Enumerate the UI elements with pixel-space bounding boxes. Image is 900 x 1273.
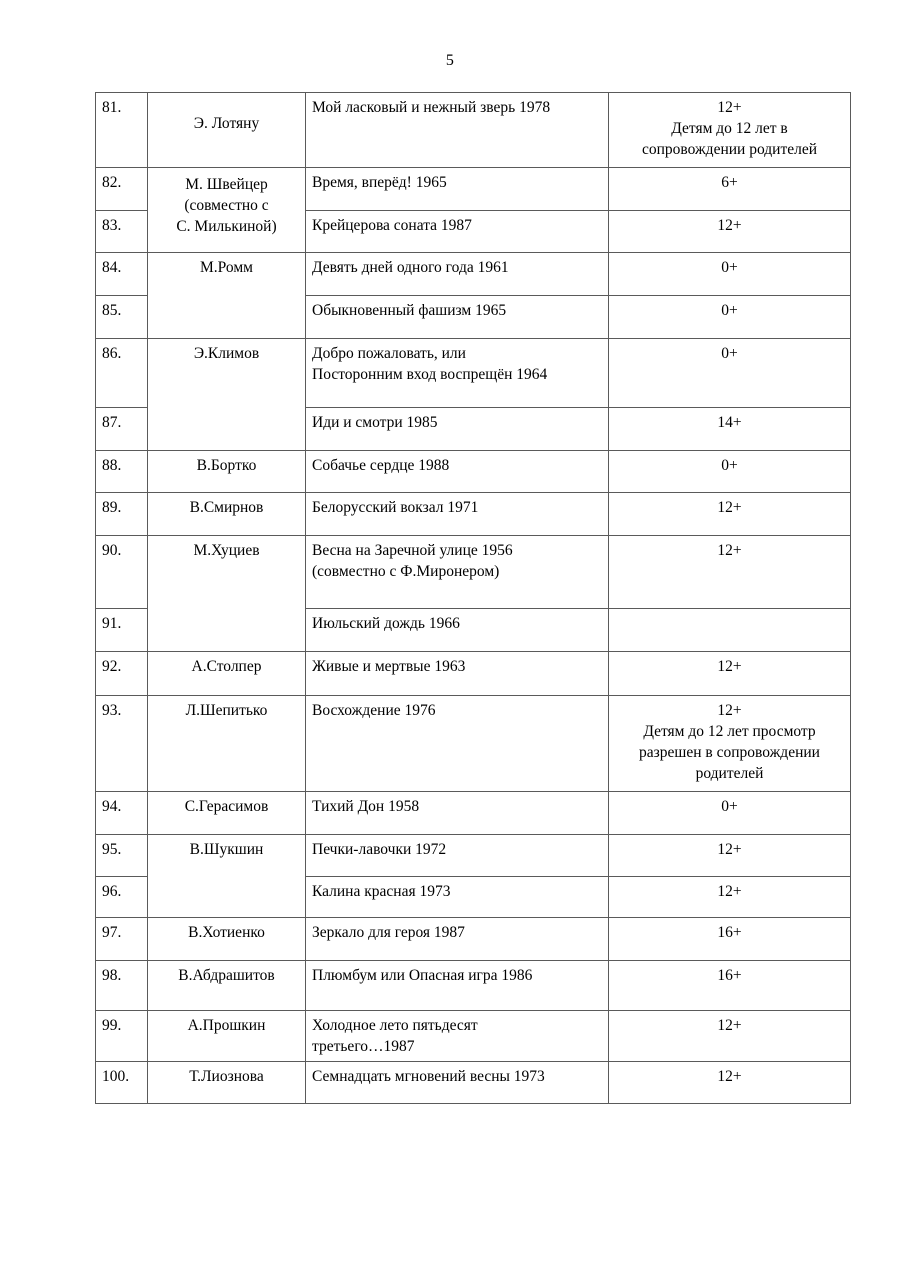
film-title-line: Добро пожаловать, или xyxy=(312,345,466,362)
film-title-line: Плюмбум или Опасная игра 1986 xyxy=(312,967,533,984)
age-rating-cell xyxy=(609,93,851,168)
row-number-cell: 82. xyxy=(96,168,148,211)
film-title-cell xyxy=(306,877,609,918)
age-rating-cell xyxy=(609,609,851,652)
row-number-cell: 81. xyxy=(96,93,148,168)
age-rating-cell xyxy=(609,877,851,918)
film-title-line: Живые и мертвые 1963 xyxy=(312,658,466,675)
row-number-cell: 97. xyxy=(96,918,148,961)
row-number-cell: 83. xyxy=(96,211,148,253)
age-rating-cell xyxy=(609,296,851,339)
age-rating-value: 12+ xyxy=(717,217,742,234)
age-rating-note-line: сопровождении родителей xyxy=(641,141,818,158)
age-rating-cell xyxy=(609,168,851,211)
director-cell xyxy=(148,961,306,1011)
film-title-cell xyxy=(306,652,609,696)
director-line: М.Ромм xyxy=(200,259,253,276)
age-rating-value: 12+ xyxy=(717,658,742,675)
film-title-cell xyxy=(306,408,609,451)
age-rating-cell xyxy=(609,451,851,493)
film-title-cell xyxy=(306,536,609,609)
age-rating-value: 12+ xyxy=(717,99,742,116)
film-title-line: Белорусский вокзал 1971 xyxy=(312,499,479,516)
table-row xyxy=(96,1011,851,1062)
age-rating-note-line: родителей xyxy=(695,765,764,782)
table-row xyxy=(96,961,851,1011)
director-cell xyxy=(148,1011,306,1062)
age-rating-note-line: разрешен в сопровождении xyxy=(639,744,820,761)
film-title-cell xyxy=(306,451,609,493)
film-title-line: Семнадцать мгновений весны 1973 xyxy=(312,1068,545,1085)
film-title-line: Обыкновенный фашизм 1965 xyxy=(312,302,507,319)
row-number-cell: 85. xyxy=(96,296,148,339)
film-table-container xyxy=(95,92,850,1104)
table-row xyxy=(96,451,851,493)
film-title-line: Печки-лавочки 1972 xyxy=(312,841,447,858)
age-rating-cell xyxy=(609,918,851,961)
table-row xyxy=(96,696,851,792)
film-title-cell xyxy=(306,253,609,296)
director-line: В.Смирнов xyxy=(189,499,264,516)
row-number-cell: 88. xyxy=(96,451,148,493)
row-number-cell: 86. xyxy=(96,339,148,408)
film-title-cell xyxy=(306,211,609,253)
film-title-cell xyxy=(306,609,609,652)
director-cell xyxy=(148,493,306,536)
age-rating-value: 12+ xyxy=(717,883,742,900)
age-rating-cell xyxy=(609,835,851,877)
age-rating-cell xyxy=(609,652,851,696)
director-line: М. Швейцер xyxy=(185,176,268,193)
film-title-line: Июльский дождь 1966 xyxy=(312,615,460,632)
age-rating-value: 0+ xyxy=(721,457,738,474)
row-number-cell: 87. xyxy=(96,408,148,451)
film-title-cell xyxy=(306,296,609,339)
age-rating-cell xyxy=(609,1062,851,1104)
age-rating-cell xyxy=(609,792,851,835)
film-title-line: Мой ласковый и нежный зверь 1978 xyxy=(312,99,551,116)
director-line: М.Хуциев xyxy=(193,542,260,559)
director-cell xyxy=(148,1062,306,1104)
film-title-cell xyxy=(306,835,609,877)
age-rating-note-line: Детям до 12 лет в xyxy=(671,120,788,137)
film-title-line: Калина красная 1973 xyxy=(312,883,451,900)
age-rating-value: 14+ xyxy=(717,414,742,431)
table-row xyxy=(96,835,851,877)
film-title-cell xyxy=(306,1011,609,1062)
film-rating-table xyxy=(95,92,851,1104)
director-cell xyxy=(148,339,306,451)
director-cell xyxy=(148,253,306,339)
film-title-line: Посторонним вход воспрещён 1964 xyxy=(312,366,548,383)
age-rating-cell xyxy=(609,493,851,536)
age-rating-cell xyxy=(609,1011,851,1062)
table-row xyxy=(96,536,851,609)
table-row xyxy=(96,339,851,408)
film-title-cell xyxy=(306,1062,609,1104)
age-rating-value: 12+ xyxy=(717,702,742,719)
film-title-line: Весна на Заречной улице 1956 xyxy=(312,542,513,559)
director-cell xyxy=(148,918,306,961)
age-rating-cell xyxy=(609,253,851,296)
age-rating-cell xyxy=(609,211,851,253)
director-cell xyxy=(148,93,306,168)
table-row xyxy=(96,792,851,835)
age-rating-value: 12+ xyxy=(717,499,742,516)
film-title-cell xyxy=(306,696,609,792)
age-rating-value: 0+ xyxy=(721,302,738,319)
row-number-cell: 94. xyxy=(96,792,148,835)
age-rating-cell xyxy=(609,408,851,451)
film-title-cell xyxy=(306,168,609,211)
director-cell xyxy=(148,792,306,835)
table-row xyxy=(96,1062,851,1104)
age-rating-value: 12+ xyxy=(717,841,742,858)
table-row xyxy=(96,652,851,696)
director-cell xyxy=(148,652,306,696)
film-title-cell xyxy=(306,493,609,536)
film-title-line: Восхождение 1976 xyxy=(312,702,436,719)
row-number-cell: 84. xyxy=(96,253,148,296)
age-rating-value: 12+ xyxy=(717,1017,742,1034)
age-rating-cell xyxy=(609,961,851,1011)
age-rating-value: 12+ xyxy=(717,542,742,559)
director-cell xyxy=(148,168,306,253)
row-number-cell: 98. xyxy=(96,961,148,1011)
director-line: А.Прошкин xyxy=(187,1017,266,1034)
film-title-cell xyxy=(306,792,609,835)
director-cell xyxy=(148,835,306,918)
director-line: Э. Лотяну xyxy=(193,115,260,132)
age-rating-value: 0+ xyxy=(721,345,738,362)
film-title-line: Крейцерова соната 1987 xyxy=(312,217,472,234)
director-line: Л.Шепитько xyxy=(185,702,268,719)
director-line: В.Хотиенко xyxy=(188,924,265,941)
film-title-line: третьего…1987 xyxy=(312,1038,415,1055)
director-line: В.Абдрашитов xyxy=(178,967,275,984)
table-row xyxy=(96,93,851,168)
age-rating-value: 12+ xyxy=(717,1068,742,1085)
director-line: А.Столпер xyxy=(191,658,262,675)
director-line: В.Шукшин xyxy=(189,841,264,858)
age-rating-value: 6+ xyxy=(721,174,738,191)
row-number-cell: 96. xyxy=(96,877,148,918)
film-title-cell xyxy=(306,93,609,168)
row-number-cell: 99. xyxy=(96,1011,148,1062)
director-line: Э.Климов xyxy=(193,345,260,362)
row-number-cell: 93. xyxy=(96,696,148,792)
film-title-line: Тихий Дон 1958 xyxy=(312,798,420,815)
age-rating-value: 0+ xyxy=(721,259,738,276)
table-row xyxy=(96,168,851,211)
age-rating-value: 16+ xyxy=(717,924,742,941)
table-row xyxy=(96,493,851,536)
age-rating-value: 0+ xyxy=(721,798,738,815)
table-row xyxy=(96,253,851,296)
page-number: 5 xyxy=(445,52,455,69)
film-title-line: (совместно с Ф.Миронером) xyxy=(312,563,500,580)
age-rating-note-line: Детям до 12 лет просмотр xyxy=(643,723,816,740)
director-line: В.Бортко xyxy=(196,457,257,474)
director-cell xyxy=(148,451,306,493)
film-title-line: Собачье сердце 1988 xyxy=(312,457,450,474)
film-title-cell xyxy=(306,339,609,408)
row-number-cell: 95. xyxy=(96,835,148,877)
film-title-line: Время, вперёд! 1965 xyxy=(312,174,447,191)
row-number-cell: 90. xyxy=(96,536,148,609)
director-line: С.Герасимов xyxy=(184,798,269,815)
film-title-line: Холодное лето пятьдесят xyxy=(312,1017,478,1034)
film-title-line: Зеркало для героя 1987 xyxy=(312,924,465,941)
row-number-cell: 91. xyxy=(96,609,148,652)
row-number-cell: 92. xyxy=(96,652,148,696)
row-number-cell: 89. xyxy=(96,493,148,536)
director-line: Т.Лиознова xyxy=(189,1068,264,1085)
age-rating-cell xyxy=(609,696,851,792)
row-number-cell: 100. xyxy=(96,1062,148,1104)
director-cell xyxy=(148,696,306,792)
director-line: (совместно с xyxy=(184,197,269,214)
director-cell xyxy=(148,536,306,652)
age-rating-cell xyxy=(609,536,851,609)
film-title-cell xyxy=(306,918,609,961)
age-rating-cell xyxy=(609,339,851,408)
table-row xyxy=(96,918,851,961)
film-title-line: Девять дней одного года 1961 xyxy=(312,259,509,276)
director-line: С. Милькиной) xyxy=(176,218,277,235)
film-title-line: Иди и смотри 1985 xyxy=(312,414,438,431)
age-rating-value: 16+ xyxy=(717,967,742,984)
film-title-cell xyxy=(306,961,609,1011)
